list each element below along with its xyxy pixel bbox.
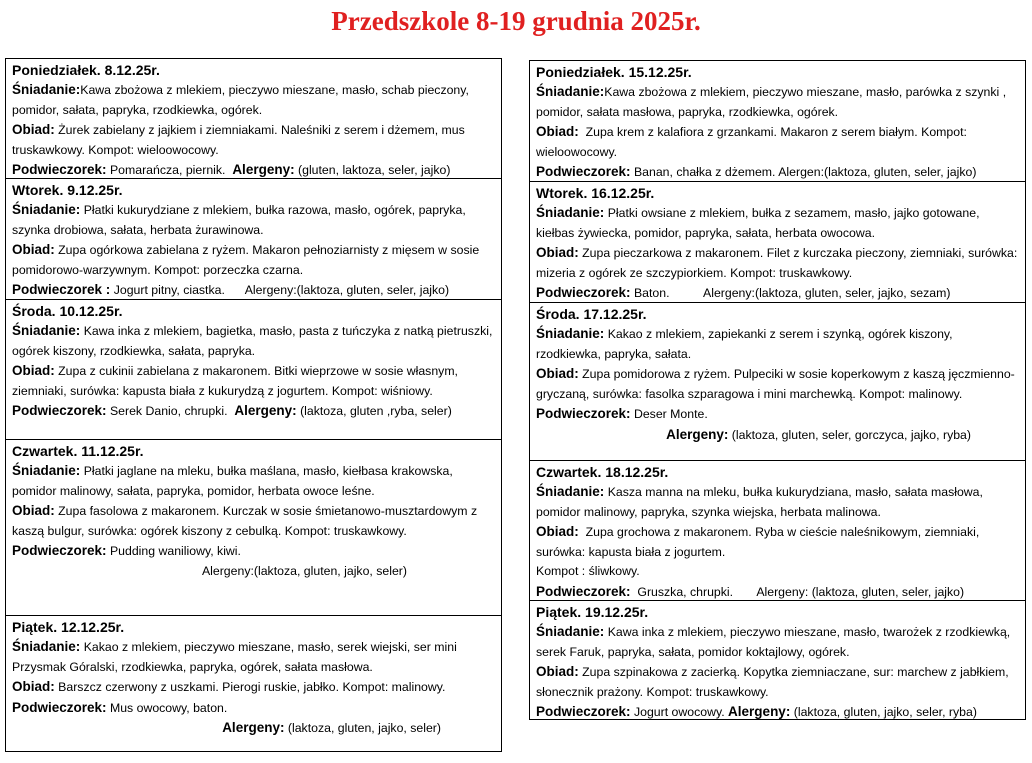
snack-label: Podwieczorek: bbox=[536, 164, 631, 179]
lunch-label: Obiad: bbox=[12, 242, 55, 257]
lunch-text: Zupa pomidorowa z ryżem. Pulpeciki w sosie koperkowym z kaszą jęczmienno- gryczaną, surówka: fasolka szparagowa i mini marchewką. Kompot: malinowy. bbox=[536, 367, 1015, 401]
breakfast-text: Kakao z mlekiem, pieczywo mieszane, masło, serek wiejski, ser mini Przysmak Góralski, rzodkiewka, papryka, ogórek, sałata masłowa. bbox=[12, 640, 457, 674]
allergens-label: Alergeny: bbox=[232, 162, 295, 177]
snack-label: Podwieczorek: bbox=[12, 162, 107, 177]
allergens-label: Alergeny: bbox=[234, 403, 297, 418]
snack-label: Podwieczorek: bbox=[12, 543, 107, 558]
breakfast-text: Kawa inka z mlekiem, pieczywo mieszane, masło, twarożek z rzodkiewką, serek Faruk, papryka, sałata, pomidor koktajlowy, ogórek. bbox=[536, 625, 1011, 659]
snack-text: Banan, chałka z dżemem. bbox=[633, 165, 776, 179]
lunch-label: Obiad: bbox=[536, 245, 579, 260]
allergens-label: Alergeny: bbox=[222, 720, 285, 735]
snack-label: Podwieczorek : bbox=[12, 282, 111, 297]
allergens-label: Alergeny: bbox=[244, 283, 297, 297]
lunch-label: Obiad: bbox=[536, 366, 579, 381]
breakfast-label: Śniadanie: bbox=[12, 463, 81, 478]
breakfast-label: Śniadanie: bbox=[536, 84, 605, 99]
lunch-label: Obiad: bbox=[12, 363, 55, 378]
week2-menu-column bbox=[529, 60, 1026, 720]
allergens-text: (laktoza, gluten, seler, jajko) bbox=[811, 584, 965, 599]
snack-label: Podwieczorek: bbox=[536, 285, 631, 300]
allergens-label: Alergeny: bbox=[703, 286, 755, 300]
allergens-text: (laktoza, gluten ,ryba, seler) bbox=[300, 404, 452, 418]
compote-text: Kompot : śliwkowy. bbox=[536, 564, 640, 578]
allergens-text: (laktoza, gluten, seler, gorczyca, jajko, ryba) bbox=[731, 427, 971, 442]
lunch-text: Zupa grochowa z makaronem. Ryba w cieście naleśnikowym, ziemniaki, surówka: kapusta biała z jogurtem. bbox=[536, 525, 980, 559]
breakfast-text: Kasza manna na mleku, bułka kukurydziana, masło, sałata masłowa, pomidor malinowy, papryka, szynka wiejska, herbata malinowa. bbox=[536, 485, 983, 519]
snack-text: Mus owocowy, baton. bbox=[109, 700, 228, 715]
breakfast-text: Płatki kukurydziane z mlekiem, bułka razowa, masło, ogórek, papryka, szynka drobiowa, sałata, herbata żurawinowa. bbox=[12, 203, 466, 237]
day-title: Wtorek. 16.12.25r. bbox=[536, 185, 655, 201]
lunch-label: Obiad: bbox=[536, 524, 579, 539]
snack-text: Jogurt pitny, ciastka. bbox=[113, 283, 225, 297]
page-title: Przedszkole 8-19 grudnia 2025r. bbox=[331, 6, 701, 36]
day-tuesday-9 bbox=[6, 179, 501, 300]
allergens-label: Alergen: bbox=[778, 165, 825, 179]
breakfast-text: Płatki owsiane z mlekiem, bułka z sezamem, masło, jajko gotowane, kiełbas żywiecka, pomidor, papryka, sałata, herbata owocowa. bbox=[536, 206, 980, 240]
allergens-text: (laktoza, gluten, seler, jajko, sezam) bbox=[754, 286, 951, 300]
snack-text: Pudding waniliowy, kiwi. bbox=[109, 544, 241, 558]
snack-text: Baton. bbox=[633, 286, 670, 300]
allergens-label: Alergeny: bbox=[201, 563, 254, 578]
snack-text: Pomarańcza, piernik. bbox=[109, 163, 226, 177]
breakfast-label: Śniadanie: bbox=[536, 205, 605, 220]
breakfast-label: Śniadanie: bbox=[12, 323, 81, 338]
breakfast-label: Śniadanie: bbox=[536, 624, 605, 639]
lunch-text: Zupa ogórkowa zabielana z ryżem. Makaron pełnoziarnisty z mięsem w sosie pomidorowo-warzywnym. Kompot: porzeczka czarna. bbox=[12, 243, 480, 277]
week1-menu-column bbox=[5, 58, 502, 752]
snack-text: Serek Danio, chrupki. bbox=[109, 404, 228, 418]
lunch-label: Obiad: bbox=[12, 122, 55, 137]
day-wednesday-17 bbox=[530, 303, 1025, 461]
day-title: Czwartek. 11.12.25r. bbox=[12, 443, 144, 459]
day-monday-15 bbox=[530, 61, 1025, 182]
lunch-label: Obiad: bbox=[536, 664, 579, 679]
snack-text: Jogurt owocowy. bbox=[633, 705, 725, 719]
day-title: Poniedziałek. 8.12.25r. bbox=[12, 62, 160, 78]
breakfast-text: Kawa inka z mlekiem, bagietka, masło, pasta z tuńczyka z natką pietruszki, ogórek kiszony, rzodkiewka, sałata, papryka. bbox=[12, 324, 493, 358]
lunch-text: Zupa pieczarkowa z makaronem. Filet z kurczaka pieczony, ziemniaki, surówka: mizeria z ogórek ze szczypiorkiem. Kompot: truskawkowy. bbox=[536, 246, 1018, 280]
day-title: Piątek. 12.12.25r. bbox=[12, 619, 125, 635]
snack-label: Podwieczorek: bbox=[12, 699, 107, 715]
breakfast-text: Płatki jaglane na mleku, bułka maślana, masło, kiełbasa krakowska, pomidor malinowy, sałata, papryka, pomidor, herbata owoce leśne. bbox=[12, 464, 453, 498]
allergens-label: Alergeny: bbox=[756, 584, 809, 599]
allergens-text: (laktoza, gluten, jajko, seler, ryba) bbox=[793, 705, 977, 719]
breakfast-label: Śniadanie: bbox=[12, 82, 81, 97]
day-thursday-11 bbox=[6, 440, 501, 616]
lunch-text: Zupa krem z kalafiora z grzankami. Makaron z serem białym. Kompot: wieloowocowy. bbox=[536, 125, 967, 159]
day-title: Wtorek. 9.12.25r. bbox=[12, 182, 123, 198]
day-friday-19 bbox=[530, 601, 1025, 719]
snack-label: Podwieczorek: bbox=[12, 403, 107, 418]
lunch-label: Obiad: bbox=[12, 679, 55, 694]
day-title: Środa. 17.12.25r. bbox=[536, 306, 647, 322]
day-title: Poniedziałek. 15.12.25r. bbox=[536, 64, 692, 80]
breakfast-text: Kakao z mlekiem, zapiekanki z serem i szynką, ogórek kiszony, rzodkiewka, papryka, sałata. bbox=[536, 327, 953, 361]
breakfast-text: Kawa zbożowa z mlekiem, pieczywo mieszane, masło, parówka z szynki , pomidor, sałata masłowa, papryka, rzodkiewka, ogórek. bbox=[536, 85, 1007, 119]
snack-label: Podwieczorek: bbox=[536, 704, 631, 719]
day-title: Środa. 10.12.25r. bbox=[12, 303, 123, 319]
lunch-text: Żurek zabielany z jajkiem i ziemniakami. Naleśniki z serem i dżemem, mus truskawkowy. Kompot: wieloowocowy. bbox=[12, 123, 465, 157]
allergens-text: (laktoza, gluten, seler, jajko) bbox=[824, 165, 977, 179]
lunch-label: Obiad: bbox=[12, 503, 55, 518]
snack-text: Deser Monte. bbox=[633, 407, 708, 421]
day-friday-12 bbox=[6, 616, 501, 751]
allergens-text: (laktoza, gluten, jajko, seler) bbox=[253, 563, 407, 578]
breakfast-text: Kawa zbożowa z mlekiem, pieczywo mieszane, masło, schab pieczony, pomidor, sałata, papryka, rzodkiewka, ogórek. bbox=[12, 83, 469, 117]
breakfast-label: Śniadanie: bbox=[12, 639, 81, 654]
allergens-label: Alergeny: bbox=[666, 426, 729, 442]
allergens-text: (laktoza, gluten, jajko, seler) bbox=[287, 721, 441, 735]
lunch-text: Zupa fasolowa z makaronem. Kurczak w sosie śmietanowo-musztardowym z kaszą bulgur, surówka: ogórek kiszony z cebulką. Kompot: truskawkowy. bbox=[12, 504, 478, 538]
lunch-text: Zupa szpinakowa z zacierką. Kopytka ziemniaczane, sur: marchew z jabłkiem, słonecznik prażony. Kompot: truskawkowy. bbox=[536, 665, 1009, 699]
day-thursday-18 bbox=[530, 461, 1025, 601]
day-wednesday-10 bbox=[6, 300, 501, 440]
breakfast-label: Śniadanie: bbox=[536, 326, 605, 341]
breakfast-label: Śniadanie: bbox=[536, 484, 605, 499]
lunch-text: Barszcz czerwony z uszkami. Pierogi ruskie, jabłko. Kompot: malinowy. bbox=[58, 680, 446, 694]
allergens-text: (laktoza, gluten, seler, jajko) bbox=[296, 283, 450, 297]
snack-text: Gruszka, chrupki. bbox=[637, 584, 734, 599]
snack-label: Podwieczorek: bbox=[536, 583, 631, 599]
day-title: Czwartek. 18.12.25r. bbox=[536, 464, 669, 480]
breakfast-label: Śniadanie: bbox=[12, 202, 81, 217]
lunch-label: Obiad: bbox=[536, 124, 579, 139]
day-tuesday-16 bbox=[530, 182, 1025, 303]
allergens-text: (gluten, laktoza, seler, jajko) bbox=[298, 163, 451, 177]
snack-label: Podwieczorek: bbox=[536, 406, 631, 421]
day-monday-8 bbox=[6, 59, 501, 179]
allergens-label: Alergeny: bbox=[728, 704, 791, 719]
lunch-text: Zupa z cukinii zabielana z makaronem. Bitki wieprzowe w sosie własnym, ziemniaki, surówka: kapusta biała z kukurydzą z jogurtem. Kompot: wiśniowy. bbox=[12, 364, 458, 398]
day-title: Piątek. 19.12.25r. bbox=[536, 604, 649, 620]
